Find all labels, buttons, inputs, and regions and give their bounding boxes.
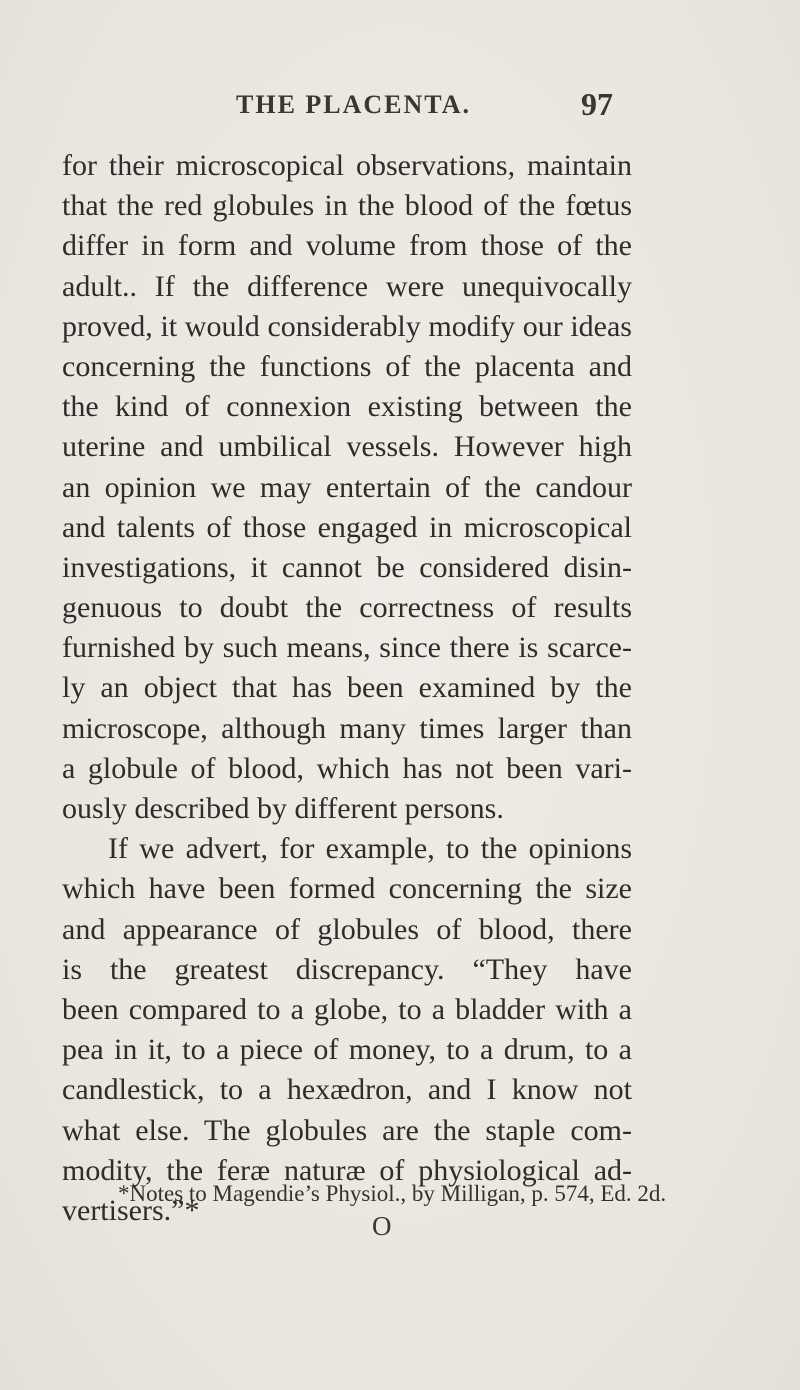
body-text: [62, 146, 632, 1231]
text-line: pea in it, to a piece of money, to a drum, to a: [62, 1033, 632, 1067]
text-line: genuous to doubt the correctness of results: [62, 591, 632, 625]
text-line: for their microscopical observations, maintain: [62, 149, 632, 182]
footnote-text: *Notes to Magendie’s Physiol., by Milligan, p. 574, Ed. 2d.: [118, 1181, 667, 1206]
text-line: a globule of blood, which has not been vari-: [62, 751, 632, 785]
page-header: [0, 86, 800, 130]
signature-mark: O: [372, 1211, 392, 1241]
text-line: that the red globules in the blood of the fœtus: [62, 189, 632, 223]
text-line: vertisers.”*: [62, 1193, 200, 1227]
text-line: and appearance of globules of blood, there: [62, 912, 632, 946]
text-line: is the greatest discrepancy. “They have: [62, 952, 632, 986]
text-line: If we advert, for example, to the opinions: [108, 832, 632, 866]
text-line: ously described by different persons.: [62, 792, 504, 825]
text-line: adult.. If the difference were unequivocally: [62, 269, 632, 303]
text-line: investigations, it cannot be considered disin-: [62, 550, 632, 584]
text-line: the kind of connexion existing between the: [62, 390, 632, 424]
text-line: concerning the functions of the placenta and: [62, 349, 632, 383]
text-line: differ in form and volume from those of the: [62, 229, 632, 263]
text-line: an opinion we may entertain of the candour: [62, 470, 632, 504]
text-line: modity, the feræ naturæ of physiological ad-: [62, 1153, 632, 1187]
footnote: [118, 1177, 667, 1211]
text-line: microscope, although many times larger than: [62, 711, 632, 745]
text-line: ly an object that has been examined by the: [62, 671, 632, 705]
text-line: which have been formed concerning the size: [62, 872, 632, 906]
text-line: candlestick, to a hexædron, and I know not: [62, 1073, 632, 1107]
text-line: what else. The globules are the staple com-: [62, 1113, 632, 1147]
text-line: proved, it would considerably modify our ideas: [62, 309, 632, 343]
text-line: and talents of those engaged in microscopical: [62, 510, 632, 544]
text-line: uterine and umbilical vessels. However high: [62, 430, 632, 464]
page-number: 97: [581, 86, 613, 122]
text-line: furnished by such means, since there is scarce-: [62, 631, 632, 665]
running-head: THE PLACENTA.: [236, 90, 471, 119]
text-line: been compared to a globe, to a bladder with a: [62, 992, 632, 1026]
